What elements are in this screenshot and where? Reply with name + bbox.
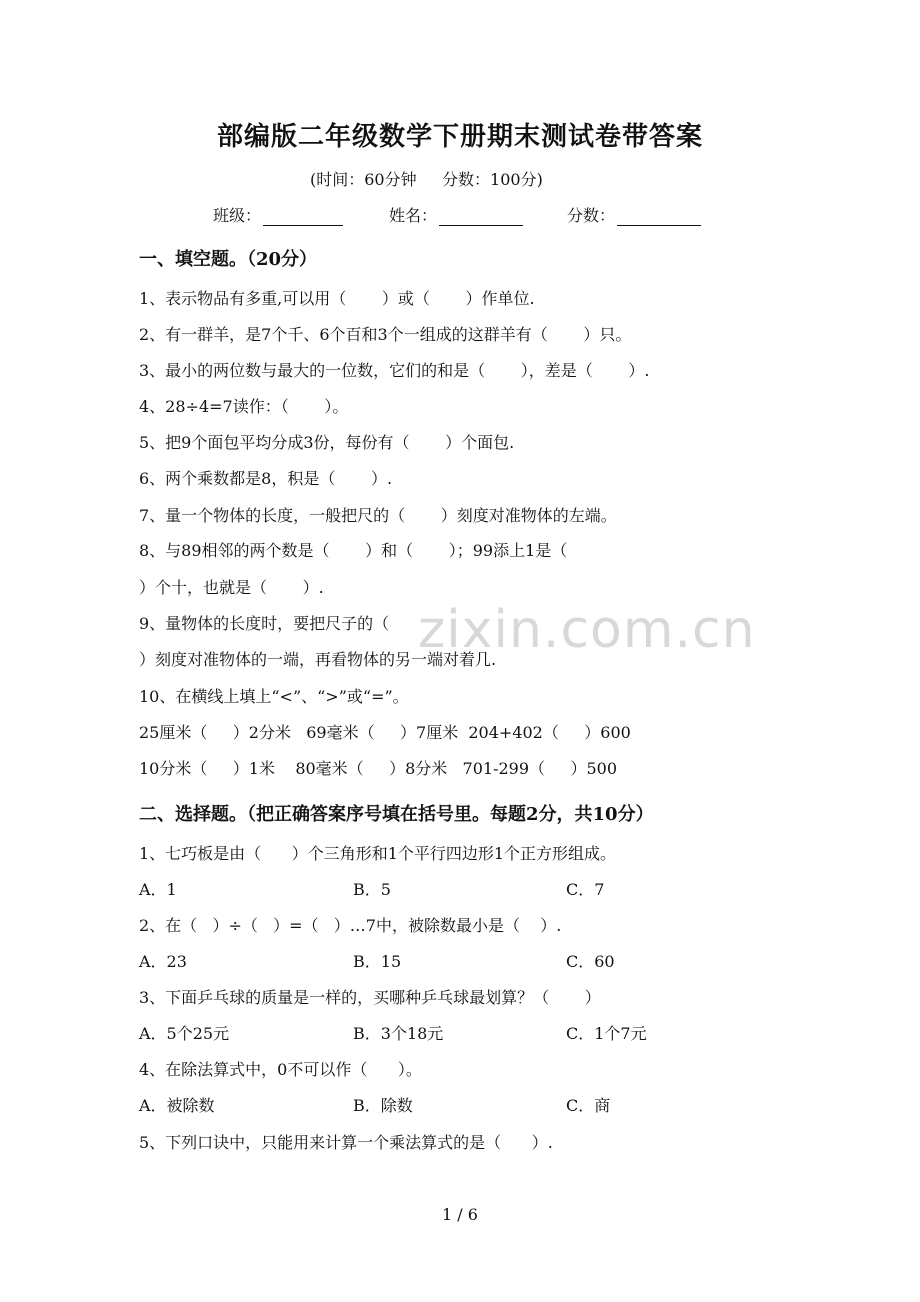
fill-question-4: 4、28÷4=7读作：（ ）。 — [139, 397, 349, 416]
name-field — [389, 203, 523, 226]
score-label: 分数： — [567, 206, 616, 225]
watermark: zixin.com.cn — [418, 600, 756, 660]
fill-question-9-continued: ）刻度对准物体的一端，再看物体的另一端对着几. — [139, 650, 497, 669]
compare-row-2: 10分米（ ）1米 80毫米（ ）8分米 701-299（ ）500 — [139, 759, 617, 778]
choice-2-option-b: B．15 — [353, 952, 402, 971]
document-title: 部编版二年级数学下册期末测试卷带答案 — [216, 122, 703, 152]
section-1-heading: 一、填空题。（20分） — [139, 249, 318, 270]
choice-question-5: 5、下列口诀中，只能用来计算一个乘法算式的是（ ）. — [139, 1133, 553, 1152]
choice-1-option-c: C．7 — [566, 880, 605, 899]
choice-2-option-a: A．23 — [139, 952, 187, 971]
choice-4-option-a: A．被除数 — [139, 1096, 215, 1115]
fill-question-6: 6、两个乘数都是8，积是（ ）. — [139, 469, 393, 488]
fill-question-9: 9、量物体的长度时，要把尺子的（ — [139, 614, 390, 633]
class-label: 班级： — [213, 206, 262, 225]
choice-1-option-b: B．5 — [353, 880, 391, 899]
fill-question-7: 7、量一个物体的长度，一般把尺的（ ）刻度对准物体的左端。 — [139, 506, 617, 525]
score-blank — [617, 207, 701, 226]
score-field — [567, 203, 701, 226]
choice-question-4: 4、在除法算式中，0不可以作（ ）。 — [139, 1060, 422, 1079]
fill-question-3: 3、最小的两位数与最大的一位数，它们的和是（ ），差是（ ）. — [139, 361, 650, 380]
choice-2-option-c: C．60 — [566, 952, 615, 971]
class-blank — [263, 207, 343, 226]
choice-3-option-b: B．3个18元 — [353, 1024, 444, 1043]
fill-question-10: 10、在横线上填上“<”、“>”或“=”。 — [139, 687, 409, 706]
choice-question-3: 3、下面乒乓球的质量是一样的，买哪种乒乓球最划算？（ ） — [139, 988, 601, 1007]
fill-question-8: 8、与89相邻的两个数是（ ）和（ ）；99添上1是（ — [139, 541, 568, 560]
fill-question-5: 5、把9个面包平均分成3份，每份有（ ）个面包. — [139, 433, 515, 452]
fill-question-2: 2、有一群羊，是7个千、6个百和3个一组成的这群羊有（ ）只。 — [139, 325, 632, 344]
page-number: 1 / 6 — [442, 1205, 478, 1224]
choice-question-1: 1、七巧板是由（ ）个三角形和1个平行四边形1个正方形组成。 — [139, 844, 617, 863]
choice-3-option-a: A．5个25元 — [139, 1024, 230, 1043]
fill-question-1: 1、表示物品有多重,可以用（ ）或（ ）作单位. — [139, 289, 535, 308]
choice-1-option-a: A．1 — [139, 880, 177, 899]
name-label: 姓名： — [389, 206, 438, 225]
fill-question-8-continued: ）个十，也就是（ ）. — [139, 578, 324, 597]
class-field — [213, 203, 343, 226]
choice-question-2: 2、在（ ）÷（ ）=（ ）…7中，被除数最小是（ ）. — [139, 916, 562, 935]
exam-meta: (时间：60分钟 分数：100分) — [310, 170, 543, 189]
choice-4-option-b: B．除数 — [353, 1096, 413, 1115]
choice-4-option-c: C．商 — [566, 1096, 611, 1115]
name-blank — [439, 207, 523, 226]
compare-row-1: 25厘米（ ）2分米 69毫米（ ）7厘米 204+402（ ）600 — [139, 723, 631, 742]
section-2-heading: 二、选择题。（把正确答案序号填在括号里。每题2分，共10分） — [139, 804, 654, 825]
choice-3-option-c: C．1个7元 — [566, 1024, 647, 1043]
